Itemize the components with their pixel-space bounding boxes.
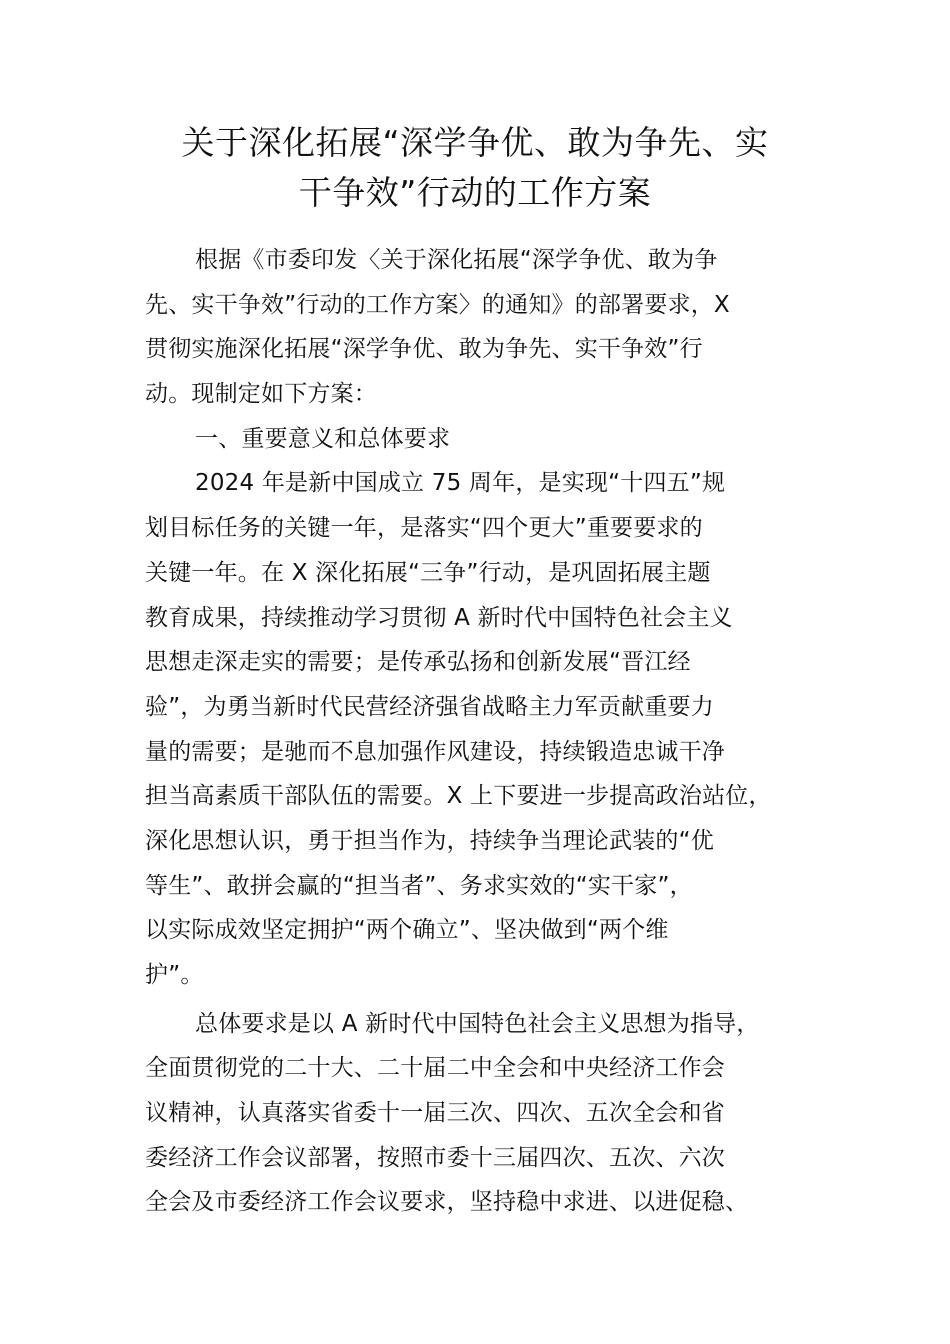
paragraph-intro (145, 238, 835, 417)
paragraph-line: 关键一年。在 X 深化拓展“三争”行动，是巩固拓展主题 (145, 559, 711, 586)
paragraph-line: 全面贯彻党的二十大、二十届二中全会和中央经济工作会 (145, 1055, 725, 1082)
paragraph-line: 根据《市委印发〈关于深化拓展“深学争优、敢为争 (195, 247, 718, 273)
paragraph-line: 2024 年是新中国成立 75 周年，是实现“十四五”规 (195, 470, 726, 497)
paragraph-line: 先、实干争效”行动的工作方案〉的通知》的部署要求，X (145, 291, 730, 318)
title-line-1: 关于深化拓展“深学争优、敢为争先、实 (181, 123, 769, 162)
paragraph-line: 护”。 (145, 962, 204, 988)
document-body (145, 238, 835, 1225)
paragraph-line: 以实际成效坚定拥护“两个确立”、坚决做到“两个维 (145, 917, 669, 944)
paragraph-line: 担当高素质干部队伍的需要。X 上下要进一步提高政治站位， (145, 783, 772, 810)
paragraph-line: 委经济工作会议部署，按照市委十三届四次、五次、六次 (145, 1144, 725, 1171)
paragraph-line: 等生”、敢拼会赢的“担当者”、务求实效的“实干家”， (145, 872, 693, 899)
paragraph-line: 总体要求是以 A 新时代中国特色社会主义思想为指导， (195, 1010, 760, 1037)
paragraph-line: 教育成果，持续推动学习贯彻 A 新时代中国特色社会主义 (145, 604, 733, 631)
paragraph-line: 划目标任务的关键一年，是落实“四个更大”重要要求的 (145, 515, 703, 542)
paragraph-line: 量的需要；是驰而不息加强作风建设，持续锻造忠诚干净 (145, 738, 725, 765)
section-heading-1 (145, 417, 835, 462)
paragraph-line: 验”，为勇当新时代民营经济强省战略主力军贡献重要力 (145, 693, 714, 720)
document-title (140, 118, 810, 218)
paragraph-line: 贯彻实施深化拓展“深学争优、敢为争先、实干争效”行 (145, 336, 703, 363)
paragraph-line: 深化思想认识，勇于担当作为，持续争当理论武装的“优 (145, 827, 714, 854)
paragraph-significance (145, 461, 835, 997)
section-heading: 一、重要意义和总体要求 (195, 425, 451, 452)
paragraph-line: 议精神，认真落实省委十一届三次、四次、五次全会和省 (145, 1100, 725, 1127)
paragraph-line: 全会及市委经济工作会议要求，坚持稳中求进、以进促稳、 (145, 1189, 749, 1216)
paragraph-general-requirements (145, 1002, 835, 1225)
title-line-2: 干争效”行动的工作方案 (298, 173, 652, 212)
paragraph-line: 思想走深走实的需要；是传承弘扬和创新发展“晋江经 (145, 649, 691, 676)
paragraph-line: 动。现制定如下方案： (145, 381, 377, 408)
